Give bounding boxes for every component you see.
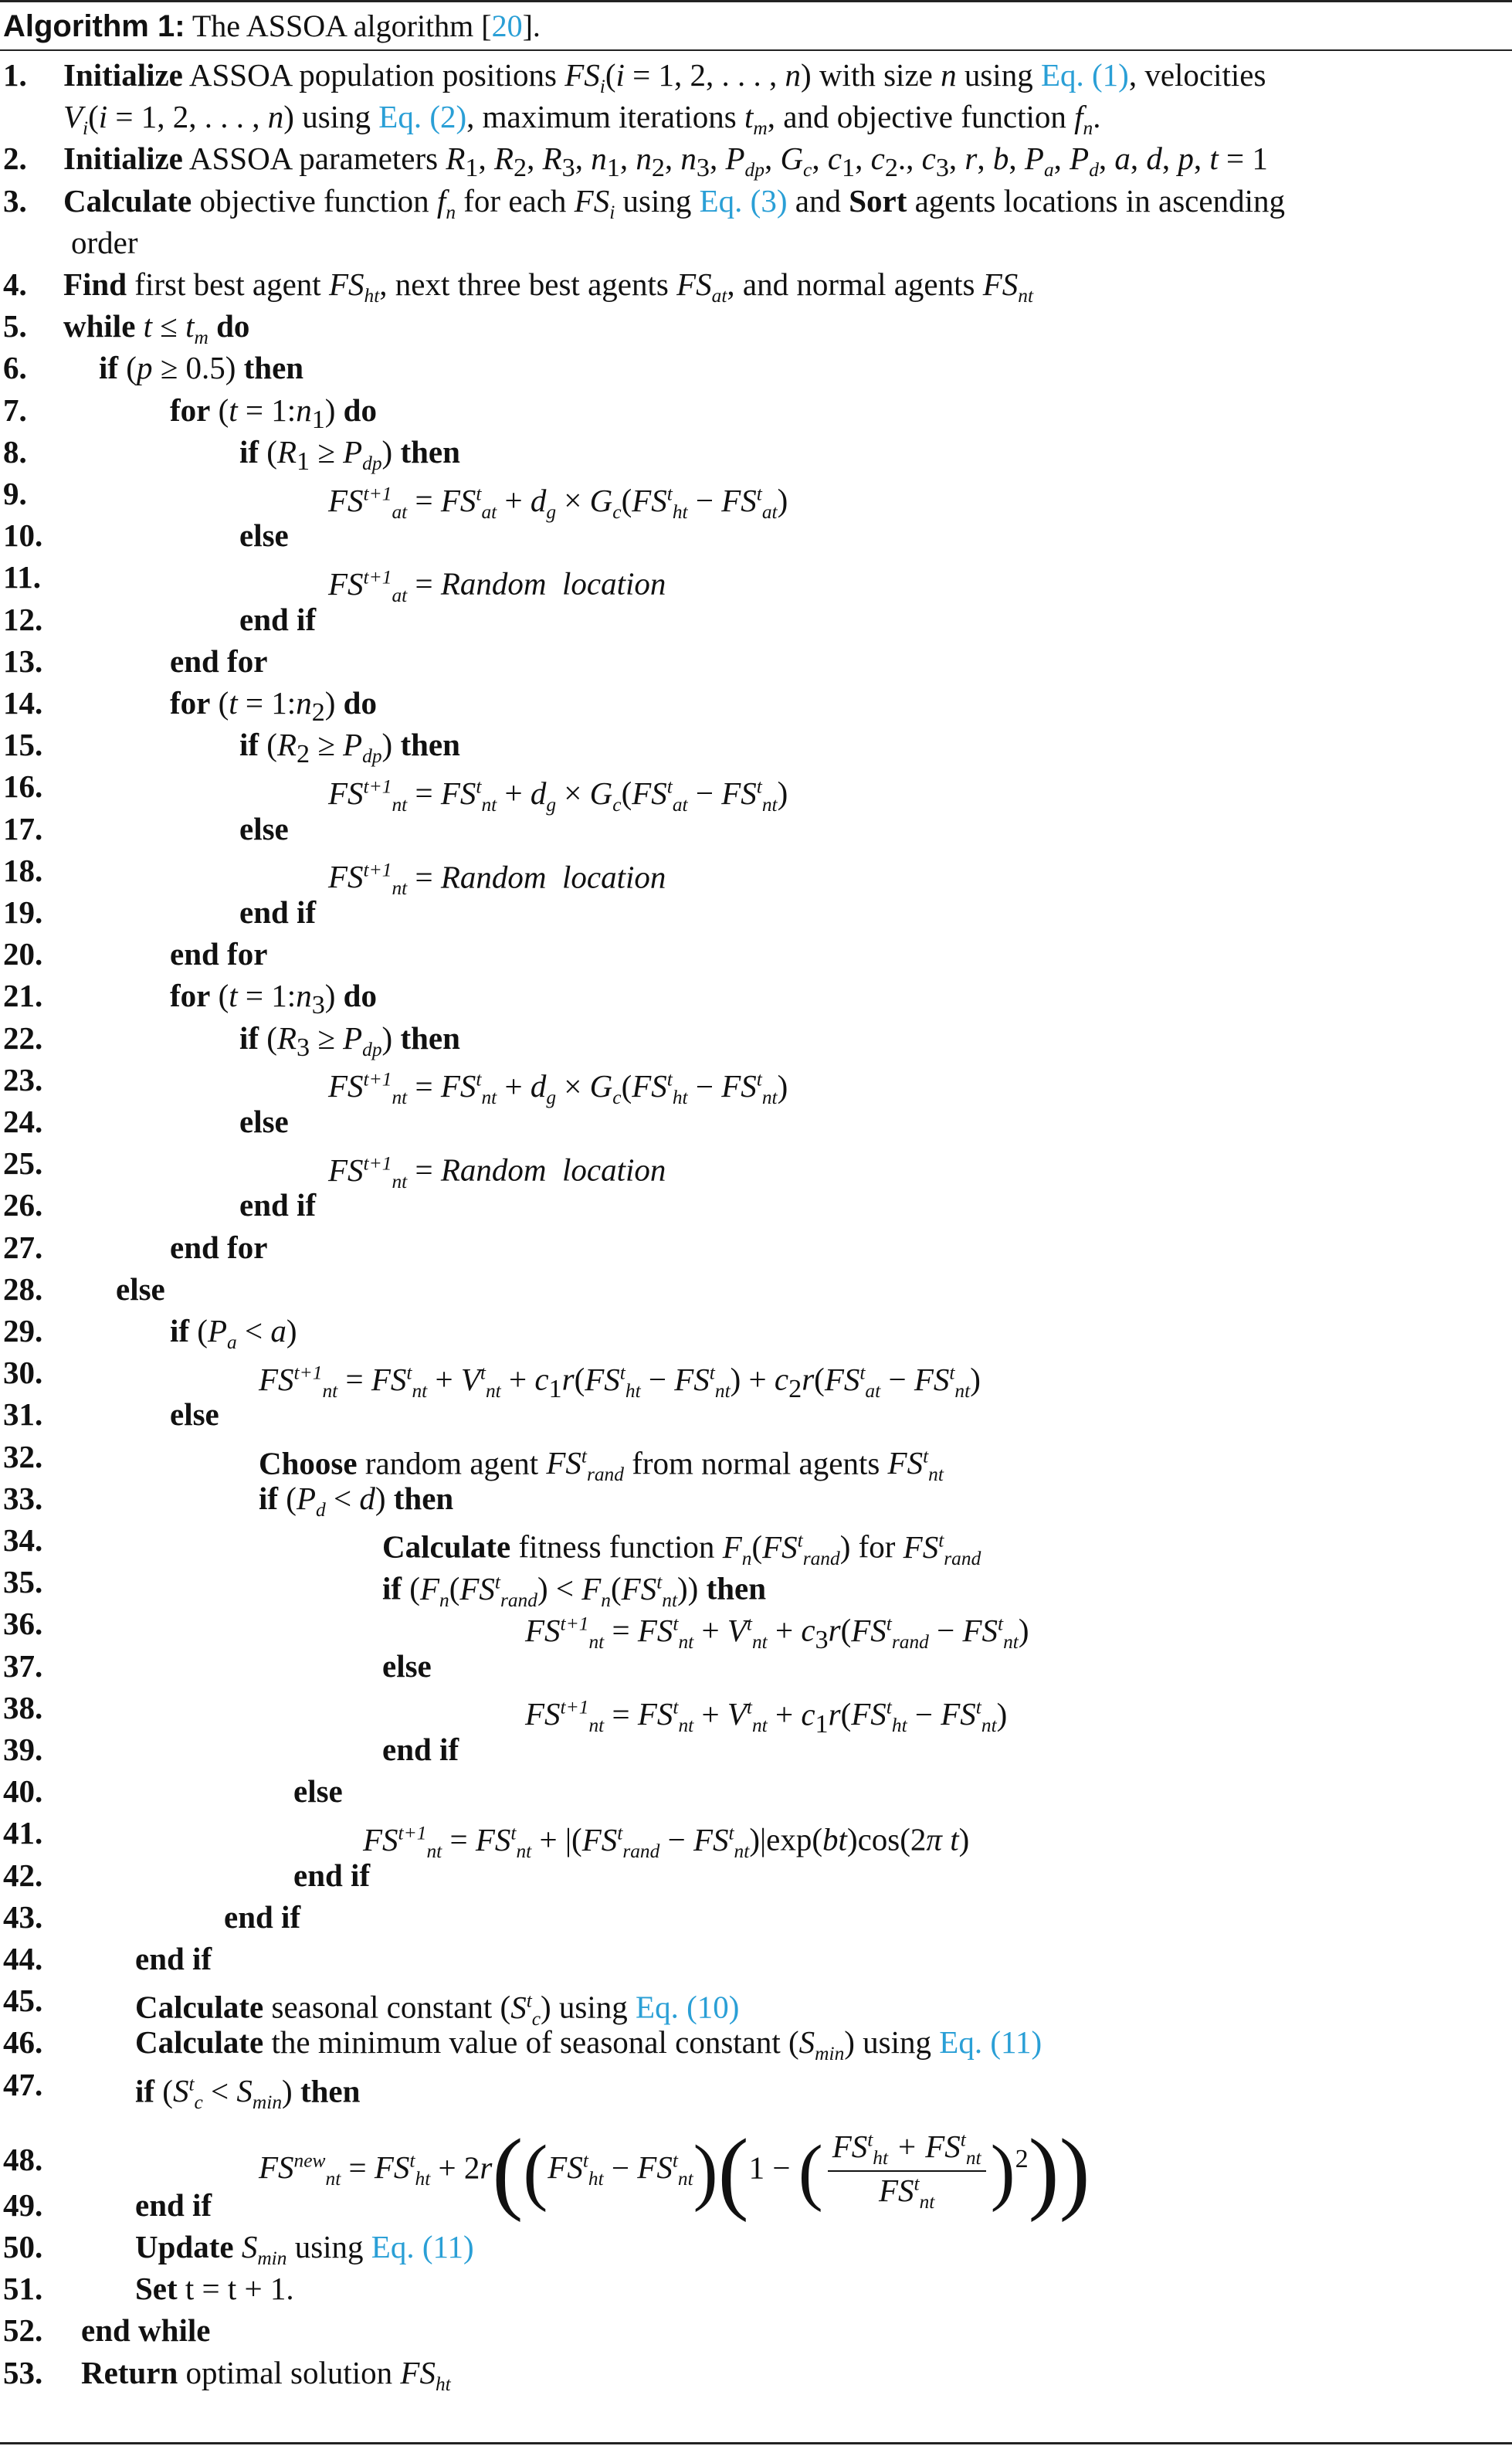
line-number: 32. [3, 1438, 43, 1474]
line-number: 1. [3, 57, 27, 93]
line-text: if $(F_n(FS^t_{rand}) < F_n(FS^t_{nt}))$ then [382, 1570, 767, 1612]
line-number: 44. [3, 1941, 43, 1976]
line-number: 46. [3, 2024, 43, 2061]
algorithm-line [0, 891, 1512, 933]
line-text: end if [135, 1941, 212, 1976]
line-number: 53. [3, 2354, 43, 2390]
line-text: Calculate fitness function $F_n(FS^t_{rand})$ for $FS^t_{rand}$ [382, 1528, 981, 1569]
line-number: 17. [3, 810, 43, 846]
algorithm-line [0, 850, 1512, 900]
line-number: 8. [3, 433, 27, 470]
line-text: if $(R_1 \ge P_{dp})$ then [239, 433, 460, 476]
line-number: 51. [3, 2271, 43, 2307]
caption-text: The ASSOA algorithm [20]. [192, 8, 541, 43]
line-text: end if [239, 601, 317, 637]
line-text: Calculate the minimum value of seasonal constant $(S_{min})$ using Eq. (11) [135, 2024, 1042, 2065]
line-text: while $t \le t_m$ do [63, 308, 250, 349]
line-text: order [71, 224, 138, 260]
algorithm-line [0, 137, 1512, 183]
algorithm-line [0, 556, 1512, 607]
line-text: else [116, 1270, 165, 1307]
line-text: end if [135, 2186, 212, 2223]
algorithm-line [0, 682, 1512, 728]
line-number: 18. [3, 852, 43, 888]
line-text: $FS^{t+1}_{nt} = FS^t_{nt} + d_g \times G_c(FS^t_{ht} - FS^t_{nt})$ [328, 1068, 788, 1109]
line-number: 2. [3, 141, 27, 177]
algorithm-line [0, 54, 1512, 96]
line-text: Calculate objective function $f_n$ for each $FS_i$ using Eq. (3) and Sort agents locations in ascending [63, 182, 1285, 223]
algorithm-line [0, 2309, 1512, 2351]
line-number: 11. [3, 559, 41, 595]
bottom-rule [0, 2442, 1512, 2444]
algorithm-line [0, 1477, 1512, 1519]
algorithm-line [0, 975, 1512, 1020]
algorithm-line [0, 2021, 1512, 2063]
algorithm-line [0, 2184, 1512, 2226]
equation-link[interactable]: Eq. (11) [371, 2229, 474, 2265]
line-text: if $(R_2 \ge P_{dp})$ then [239, 727, 460, 769]
algorithm-line [0, 1687, 1512, 1739]
line-text: Choose random agent $FS^t_{rand}$ from normal agents $FS^t_{nt}$ [259, 1445, 944, 1486]
algorithm-line [0, 1770, 1512, 1812]
line-text: end if [239, 1187, 317, 1223]
line-text: if $(P_d < d)$ then [259, 1480, 454, 1521]
line-number: 47. [3, 2066, 43, 2102]
line-text: else [293, 1773, 343, 1810]
algorithm-line [0, 1059, 1512, 1109]
line-number: 24. [3, 1104, 43, 1139]
line-text: Find first best agent $FS_{ht}$, next three best agents $FS_{at}$, and normal agents $FS_{nt}$ [63, 266, 1034, 307]
line-number: 45. [3, 1983, 43, 2019]
line-number: 28. [3, 1270, 43, 1307]
line-number: 12. [3, 601, 43, 637]
line-number: 37. [3, 1647, 43, 1684]
line-text: if $(P_a < a)$ [170, 1313, 297, 1354]
algorithm-line [0, 933, 1512, 975]
caption-label: Algorithm 1: [3, 9, 185, 43]
algorithm-line [0, 1728, 1512, 1770]
line-number: 22. [3, 1019, 43, 1056]
algorithm-line [0, 1561, 1512, 1612]
line-number: 13. [3, 643, 43, 679]
line-number: 36. [3, 1606, 43, 1642]
line-text: $FS^{new}_{nt} = FS^t_{ht} + 2r((FS^t_{ht} - FS^t_{nt})(1$ − ( $\frac{FS^t_{ht} + FS^t_{nt}}{FS^t_{nt}}$ )$^2$)) [259, 2119, 1090, 2223]
line-text: if $(R_3 \ge P_{dp})$ then [239, 1019, 460, 1062]
equation-link[interactable]: Eq. (2) [378, 99, 467, 135]
line-text: end for [170, 1229, 268, 1265]
algorithm-line [0, 599, 1512, 640]
line-number: 27. [3, 1229, 43, 1265]
algorithm-line [0, 808, 1512, 850]
line-text: else [239, 810, 289, 846]
line-number: 41. [3, 1815, 43, 1851]
line-text: end while [81, 2312, 211, 2349]
line-text: for $(t = 1:n_1)$ do [170, 392, 377, 434]
algorithm-line [0, 1226, 1512, 1268]
line-number: 30. [3, 1355, 43, 1391]
line-text: $FS^{t+1}_{nt} = FS^t_{nt} + V^t_{nt} + c_3r(FS^t_{rand} - FS^t_{nt})$ [525, 1613, 1029, 1655]
algorithm-line [0, 1980, 1512, 2030]
algorithm-line [0, 1101, 1512, 1142]
algorithm-line [0, 2226, 1512, 2268]
line-text: else [382, 1647, 432, 1684]
line-text: end if [239, 894, 317, 930]
line-text: Calculate seasonal constant $(S^t_c)$ using Eq. (10) [135, 1989, 740, 2030]
line-number: 5. [3, 308, 27, 344]
line-number: 16. [3, 768, 43, 805]
algorithm-line [0, 765, 1512, 816]
line-number: 40. [3, 1773, 43, 1810]
equation-link[interactable]: Eq. (11) [939, 2024, 1042, 2061]
line-number: 42. [3, 1857, 43, 1893]
equation-link[interactable]: Eq. (3) [699, 182, 788, 219]
algorithm-line [0, 1436, 1512, 1486]
line-text: Initialize ASSOA population positions $FS_i(i = 1$, 2, . . . , n) with size n using Eq. (1), velocities [63, 57, 1266, 98]
algorithm-line [0, 1393, 1512, 1435]
line-text: end if [382, 1732, 459, 1767]
algorithm-line [0, 389, 1512, 434]
line-text: end if [224, 1898, 301, 1935]
line-number: 20. [3, 936, 43, 972]
algorithm-line [0, 1645, 1512, 1687]
top-rule [0, 0, 1512, 2]
algorithm-line [0, 180, 1512, 222]
line-text: for $(t = 1:n_2)$ do [170, 685, 377, 728]
line-text: $FS^{t+1}_{nt}$ = Random location [328, 1152, 666, 1193]
line-text: $FS^{t+1}_{nt} = FS^t_{nt} + V^t_{nt} + c_1r(FS^t_{ht} - FS^t_{nt})$ [525, 1696, 1008, 1739]
line-number: 3. [3, 182, 27, 219]
algorithm-line [0, 1184, 1512, 1226]
algorithm-line [0, 222, 1512, 263]
algorithm-line [0, 1519, 1512, 1569]
algorithm-line [0, 1603, 1512, 1655]
line-text: end if [293, 1857, 371, 1893]
line-text: $FS^{t+1}_{at}$ = Random location [328, 566, 666, 607]
line-number: 21. [3, 978, 43, 1014]
line-text: if $(S^t_c < S_{min})$ then [135, 2073, 361, 2114]
line-text: Return optimal solution $FS_{ht}$ [81, 2354, 451, 2395]
algorithm-line [0, 431, 1512, 476]
line-number: 7. [3, 392, 27, 428]
algorithm-line [0, 347, 1512, 388]
line-text: Update $S_{min}$ using Eq. (11) [135, 2229, 474, 2270]
algorithm-line [0, 263, 1512, 305]
line-number: 49. [3, 2186, 43, 2223]
algorithm-line [0, 1812, 1512, 1863]
algorithm-line [0, 1268, 1512, 1310]
equation-link[interactable]: Eq. (10) [636, 1989, 740, 2025]
line-number: 38. [3, 1689, 43, 1725]
line-number: 9. [3, 476, 27, 511]
line-text: $FS^{t+1}_{nt} = FS^t_{nt} + V^t_{nt} + c_1r(FS^t_{ht} - FS^t_{nt}) + c_2r(FS^t_{at} - FS^t_{nt})$ [259, 1361, 981, 1404]
line-number: 15. [3, 727, 43, 763]
line-text: $FS^{t+1}_{nt} = FS^t_{nt} + |(FS^t_{rand} - FS^t_{nt})|\exp(bt)\cos(2\pi$ t) [363, 1822, 970, 1863]
algorithm-line [0, 640, 1512, 682]
line-number: 43. [3, 1898, 43, 1935]
line-number: 26. [3, 1187, 43, 1223]
algorithm-line [0, 514, 1512, 556]
line-text: else [170, 1396, 219, 1433]
line-number: 34. [3, 1522, 43, 1558]
line-number: 6. [3, 350, 27, 386]
algorithm-line [0, 1142, 1512, 1193]
caption-rule [0, 49, 1512, 51]
algorithm-line [0, 1352, 1512, 1404]
line-number: 19. [3, 894, 43, 930]
line-text: else [239, 1104, 289, 1139]
line-number: 48. [3, 2141, 43, 2177]
line-number: 39. [3, 1732, 43, 1767]
line-number: 10. [3, 517, 43, 554]
line-text: end for [170, 936, 268, 972]
line-number: 33. [3, 1480, 43, 1516]
line-text: end for [170, 643, 268, 679]
line-text: $FS^{t+1}_{nt}$ = Random location [328, 859, 666, 900]
algorithm-line [0, 2064, 1512, 2114]
algorithm-line [0, 1896, 1512, 1938]
line-number: 31. [3, 1396, 43, 1433]
line-text: $FS^{t+1}_{at} = FS^t_{at} + d_g \times G_c(FS^t_{ht} - FS^t_{at})$ [328, 482, 788, 523]
algorithm-line [0, 1017, 1512, 1062]
line-text: $FS^{t+1}_{nt} = FS^t_{nt} + d_g \times G_c(FS^t_{at} - FS^t_{nt})$ [328, 775, 788, 816]
line-number: 14. [3, 685, 43, 721]
line-number: 25. [3, 1145, 43, 1182]
line-text: else [239, 517, 289, 554]
line-text: Initialize ASSOA parameters $R_1$, $R_2$, $R_3$, $n_1$, $n_2$, $n_3$, $P_{dp}$, $G_c$, $c_1$, $c_2$., $c_3$, r, b, $P_a$, $P_d$, a, d, p, t = 1 [63, 141, 1268, 183]
algorithm-line [0, 1310, 1512, 1352]
line-text: $V_i(i = 1$, 2, . . . , n) using Eq. (2), maximum iterations $t_m$, and objective function $f_n$. [63, 99, 1101, 140]
algorithm-line [0, 724, 1512, 769]
line-number: 4. [3, 266, 27, 302]
algorithm-line [0, 2268, 1512, 2309]
algorithm-line [0, 305, 1512, 347]
algorithm-line [0, 1854, 1512, 1896]
algorithm-line [0, 96, 1512, 140]
algorithm-line [0, 1938, 1512, 1980]
equation-link[interactable]: Eq. (1) [1040, 57, 1129, 93]
line-number: 50. [3, 2229, 43, 2265]
algorithm-line [0, 473, 1512, 523]
caption-reference-link[interactable]: 20 [491, 8, 523, 43]
line-number: 23. [3, 1061, 43, 1097]
line-number: 52. [3, 2312, 43, 2349]
line-number: 35. [3, 1564, 43, 1600]
line-text: Set t = t + 1. [135, 2271, 294, 2307]
algorithm-caption [3, 5, 541, 48]
line-text: for $(t = 1:n_3)$ do [170, 978, 377, 1020]
line-text: if (p ≥ 0.5) then [99, 350, 304, 386]
line-number: 29. [3, 1313, 43, 1349]
algorithm-line [0, 2352, 1512, 2393]
